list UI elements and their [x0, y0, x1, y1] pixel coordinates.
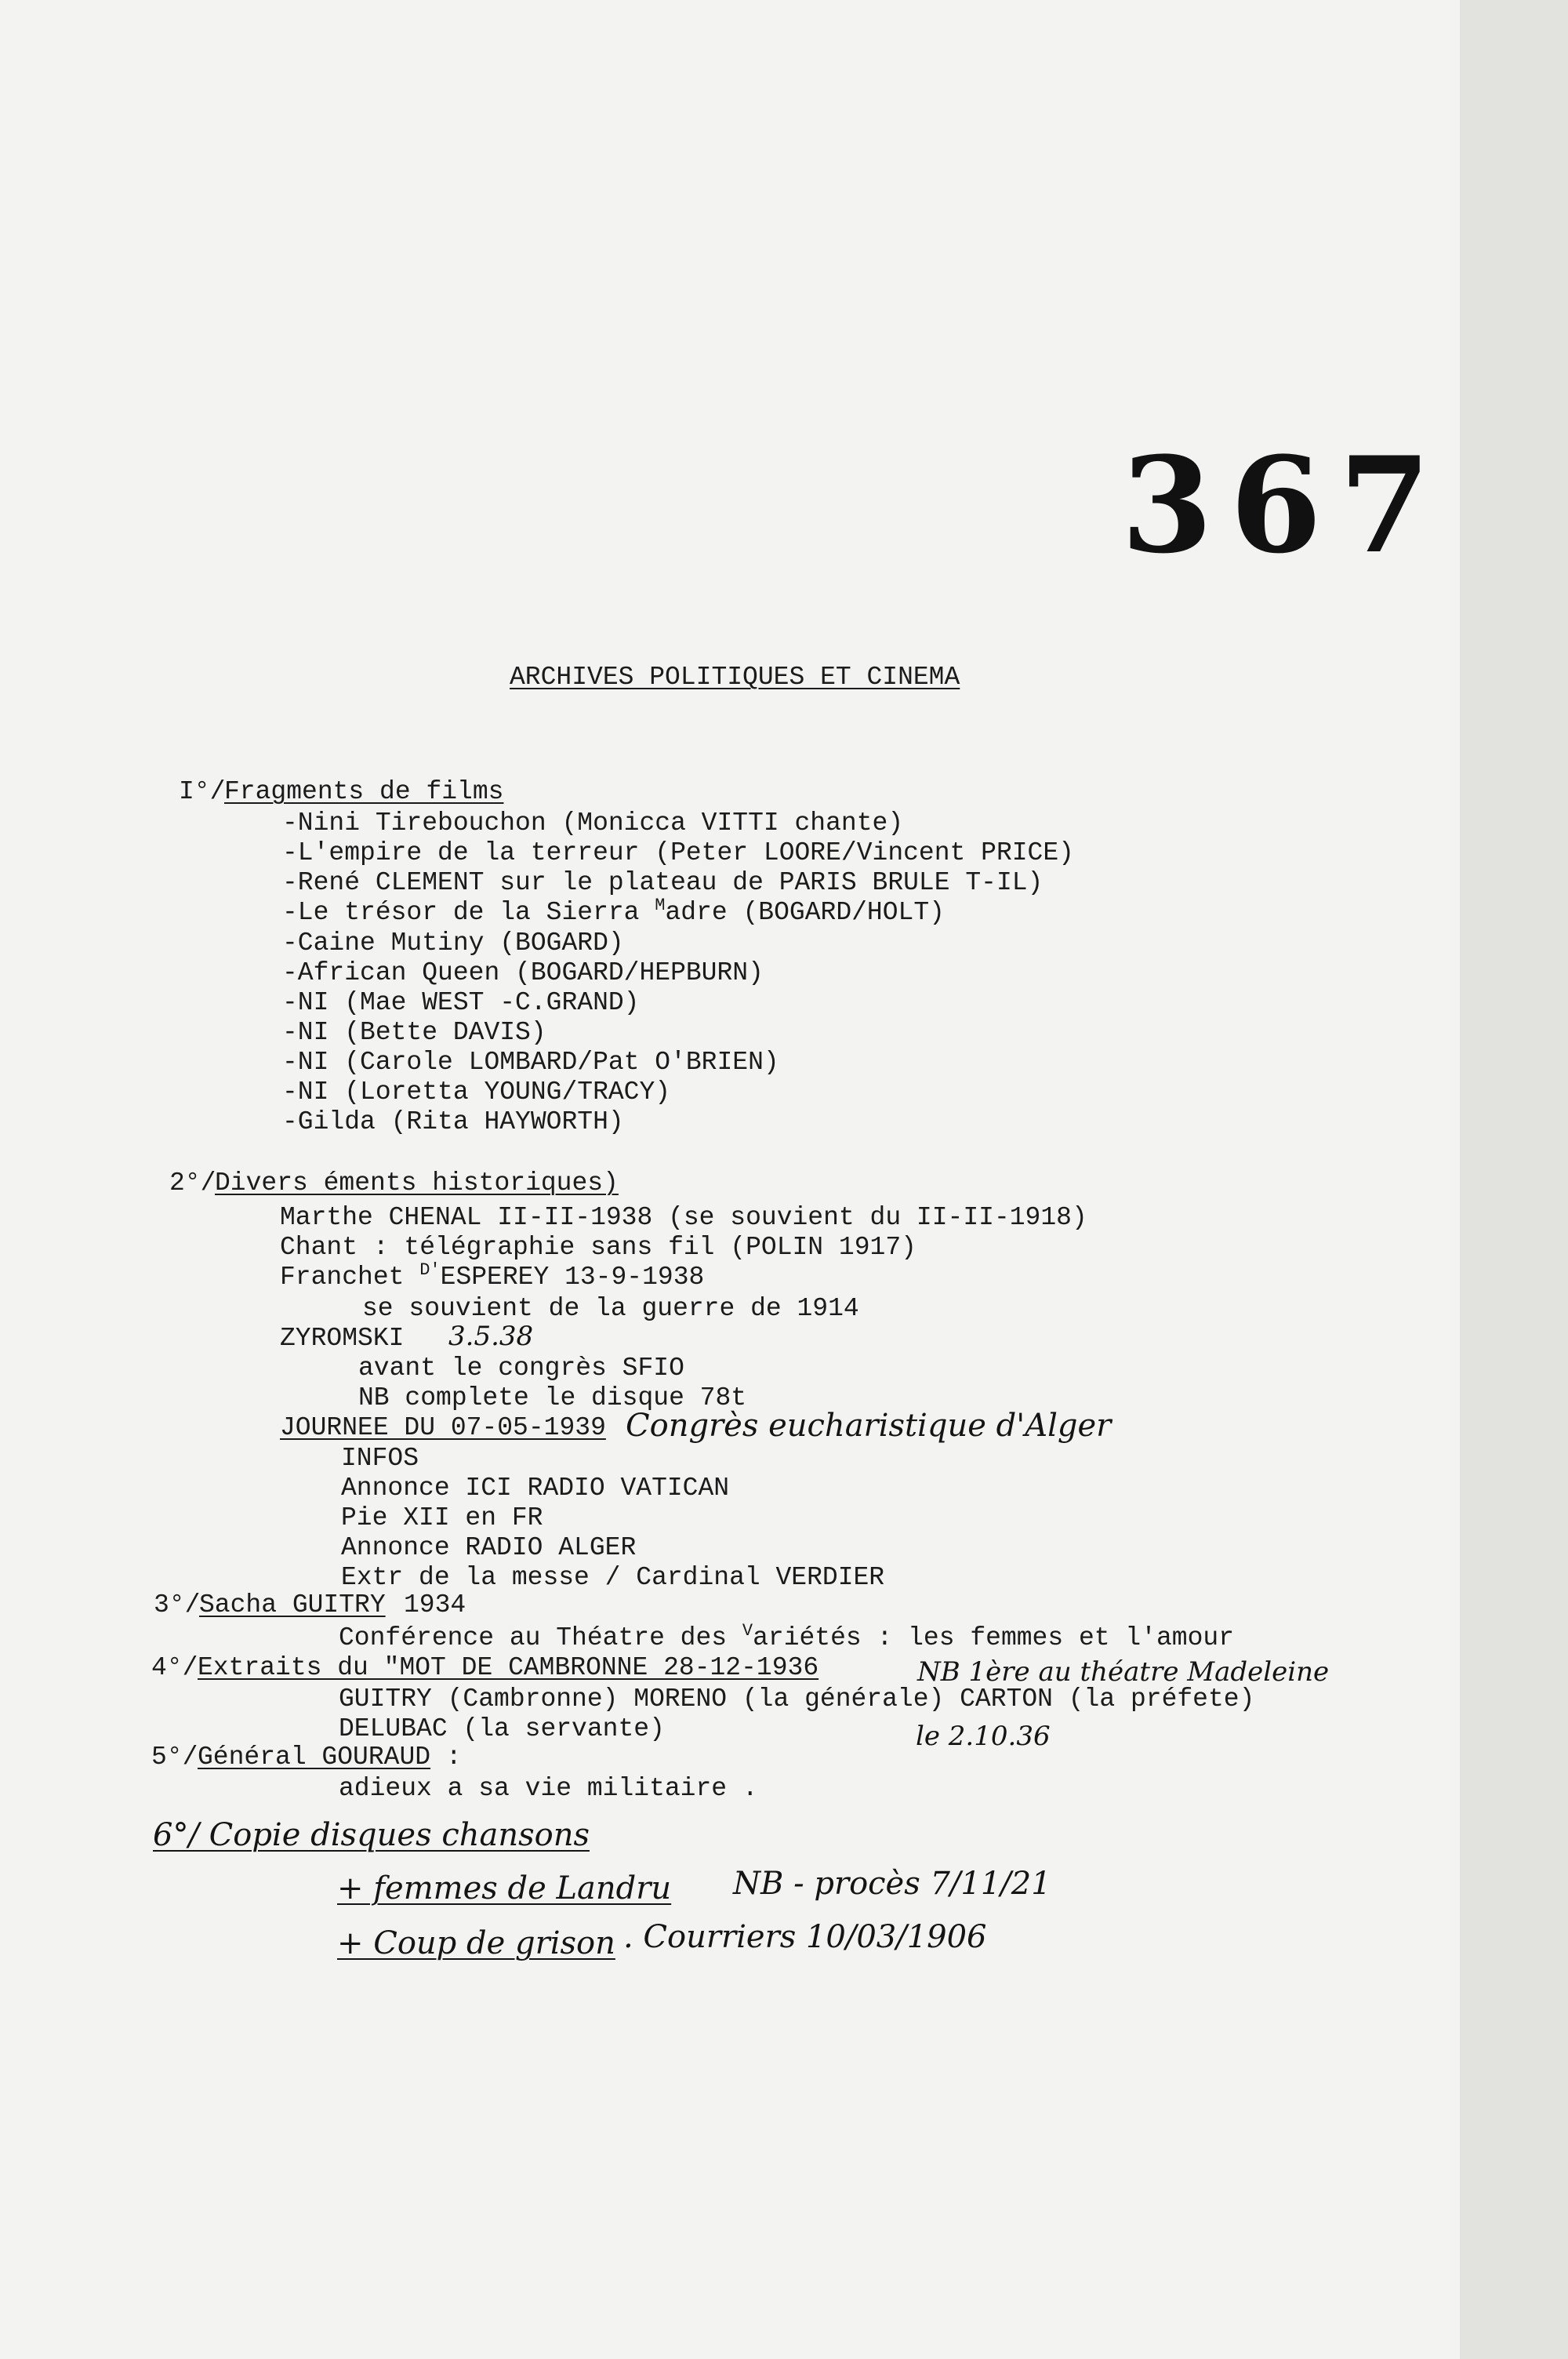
section-5-heading-line — [198, 1743, 462, 1772]
document-title: ARCHIVES POLITIQUES ET CINEMA — [510, 663, 960, 692]
film-item-sup: M — [655, 896, 666, 915]
history-item-text: ESPEREY 13-9-1938 — [440, 1263, 705, 1292]
handwritten-line — [337, 1926, 615, 1961]
history-item: ZYROMSKI — [280, 1324, 405, 1353]
section-3-text: Conférence au Théatre des — [339, 1623, 742, 1652]
handwritten-date: le 2.10.36 — [916, 1721, 1051, 1752]
handwritten-note: NB 1ère au théatre Madeleine — [917, 1656, 1330, 1688]
section-4-line: GUITRY (Cambronne) MORENO (la générale) CARTON (la préfete) — [339, 1685, 1255, 1714]
section-5-colon: : — [430, 1743, 462, 1772]
section-4-heading: Extraits du "MOT DE CAMBRONNE 28-12-1936 — [198, 1653, 819, 1682]
history-subitem: avant le congrès SFIO — [358, 1354, 684, 1383]
section-2-number: 2°/ — [169, 1169, 216, 1198]
film-item: -NI (Mae WEST -C.GRAND) — [282, 988, 640, 1017]
section-2-heading: Divers éments historiques) — [215, 1169, 619, 1198]
section-1-heading: Fragments de films — [224, 777, 504, 806]
journee-heading: JOURNEE DU 07-05-1939 — [280, 1413, 606, 1442]
film-item: -René CLEMENT sur le plateau de PARIS BRULE T-IL) — [282, 868, 1044, 897]
history-item-text: Franchet — [280, 1263, 420, 1292]
handwritten-text: + Coup de grison — [337, 1925, 615, 1961]
film-item: -NI (Carole LOMBARD/Pat O'BRIEN) — [282, 1048, 779, 1077]
history-item — [280, 1260, 705, 1292]
film-item-text: adre (BOGARD/HOLT) — [665, 898, 945, 927]
handwritten-date: 3.5.38 — [448, 1321, 534, 1352]
page-edge — [1460, 0, 1568, 2359]
film-item: -Nini Tirebouchon (Monicca VITTI chante) — [282, 809, 904, 838]
journee-item: Pie XII en FR — [341, 1503, 543, 1532]
journee-item: Extr de la messe / Cardinal VERDIER — [341, 1563, 885, 1592]
section-3-line — [339, 1623, 1234, 1653]
handwritten-note: Congrès eucharistique d'Alger — [626, 1408, 1112, 1444]
history-item: Chant : télégraphie sans fil (POLIN 1917) — [280, 1233, 916, 1262]
film-item: -NI (Bette DAVIS) — [282, 1018, 546, 1047]
film-item: -Caine Mutiny (BOGARD) — [282, 929, 624, 958]
handwritten-text: + femmes de Landru — [337, 1870, 672, 1906]
section-4-line: DELUBAC (la servante) — [339, 1714, 665, 1743]
film-item: -Gilda (Rita HAYWORTH) — [282, 1107, 624, 1136]
handwritten-text: . Courriers 10/03/1906 — [623, 1919, 987, 1955]
section-5-number: 5°/ — [151, 1743, 198, 1772]
history-subitem: NB complete le disque 78t — [358, 1383, 747, 1412]
section-5-line: adieux a sa vie militaire . — [339, 1774, 758, 1803]
film-item — [282, 898, 945, 928]
section-3-year: 1934 — [404, 1590, 466, 1619]
handwritten-line — [337, 1871, 671, 1906]
page-number-stamp: 367 — [1121, 427, 1448, 583]
handwritten-text: NB - procès 7/11/21 — [733, 1866, 1051, 1902]
history-item-sup: D' — [419, 1260, 441, 1280]
history-subitem: se souvient de la guerre de 1914 — [362, 1294, 859, 1323]
handwritten-section-6-heading: 6°/ Copie disques chansons — [153, 1817, 590, 1853]
section-4-number: 4°/ — [151, 1653, 198, 1682]
journee-item: Annonce ICI RADIO VATICAN — [341, 1474, 730, 1503]
section-3-text: ariétés : les femmes et l'amour — [753, 1623, 1234, 1652]
film-item-text: -Le trésor de la Sierra — [282, 898, 655, 927]
section-5-heading: Général GOURAUD — [198, 1743, 431, 1772]
section-1-number: I°/ — [179, 777, 226, 806]
journee-item: Annonce RADIO ALGER — [341, 1533, 637, 1562]
film-item: -L'empire de la terreur (Peter LOORE/Vincent PRICE) — [282, 838, 1074, 867]
journee-item: INFOS — [341, 1444, 419, 1473]
film-item: -African Queen (BOGARD/HEPBURN) — [282, 958, 764, 987]
section-3-heading: Sacha GUITRY — [199, 1590, 386, 1619]
section-3-sup: V — [742, 1621, 753, 1641]
film-item: -NI (Loretta YOUNG/TRACY) — [282, 1078, 671, 1107]
history-item: Marthe CHENAL II-II-1938 (se souvient du II-II-1918) — [280, 1203, 1087, 1232]
section-3-number: 3°/ — [154, 1590, 201, 1619]
